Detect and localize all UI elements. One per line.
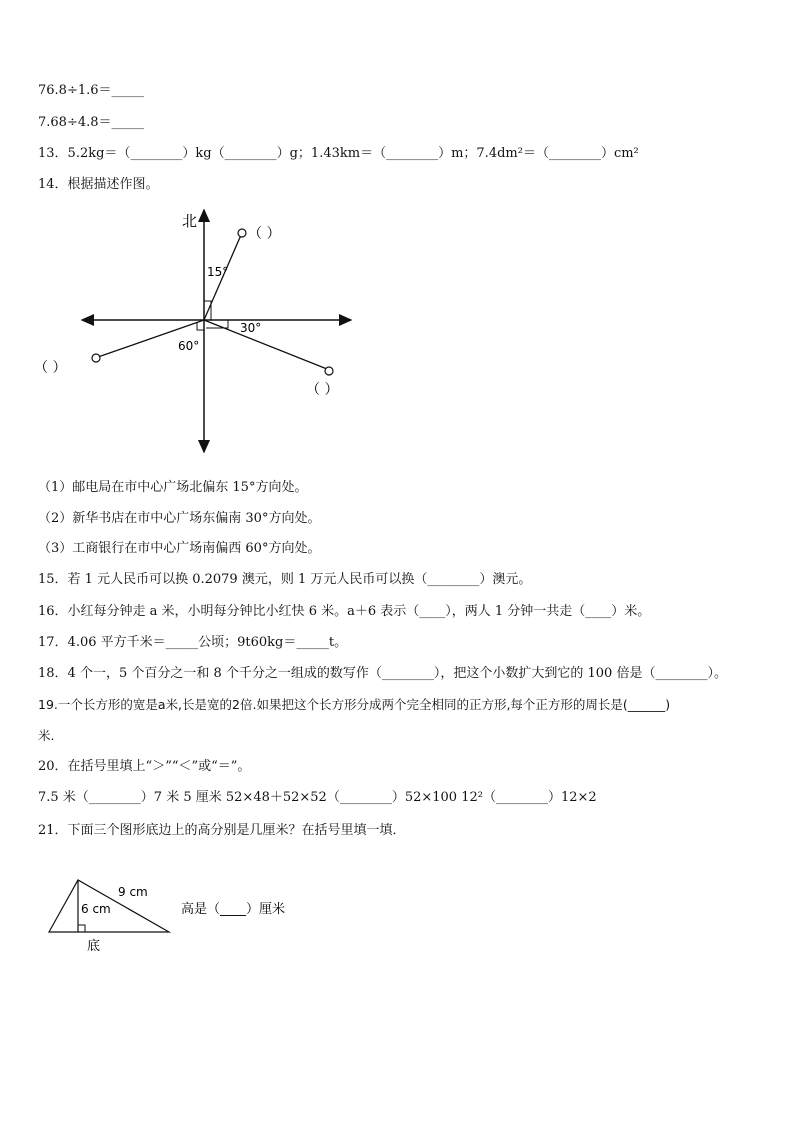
point-south-east (325, 367, 333, 375)
question-14-3: （3）工商银行在市中心广场南偏西 60°方向处。 (38, 541, 321, 556)
question-20-items: 7.5 米（________）7 米 5 厘米 52×48＋52×52（________）52×100 12²（________）12×2 (38, 790, 597, 805)
side-label: 9 cm (118, 885, 148, 899)
question-19-continued: 米. (38, 728, 55, 743)
question-14-2: （2）新华书店在市中心广场东偏南 30°方向处。 (38, 511, 321, 526)
right-angle-mark (78, 925, 85, 932)
triangle-figure (40, 870, 310, 960)
question-14: 14．根据描述作图。 (38, 177, 159, 192)
question-15: 15．若 1 元人民币可以换 0.2079 澳元，则 1 万元人民币可以换（________）澳元。 (38, 572, 532, 587)
question-19: 19.一个长方形的宽是a米,长是宽的2倍.如果把这个长方形分成两个完全相同的正方形,每个正方形的周长是(______) (38, 697, 671, 712)
angle-15-label: 15° (207, 265, 229, 279)
line-7.68: 7.68÷4.8＝_____ (38, 115, 145, 130)
line-76.8: 76.8÷1.6＝_____ (38, 83, 145, 98)
paren-south-west: （ ） (34, 360, 67, 376)
point-north-east (238, 229, 246, 237)
angle-30-mark (206, 320, 228, 328)
height-answer: 高是（____）厘米 (181, 902, 286, 917)
question-13: 13．5.2kg＝（________）kg（________）g；1.43km＝（________）m；7.4dm²＝（________）cm² (38, 146, 639, 161)
point-south-west (92, 354, 100, 362)
question-17: 17．4.06 平方千米＝_____公顷；9t60kg＝_____t。 (38, 635, 348, 650)
angle-30-label: 30° (240, 321, 262, 335)
question-14-1: （1）邮电局在市中心广场北偏东 15°方向处。 (38, 480, 308, 495)
paren-south-east: （ ） (306, 382, 339, 398)
north-label: 北 (182, 212, 198, 230)
question-20: 20．在括号里填上“＞”“＜”或“＝”。 (38, 759, 251, 774)
angle-60-label: 60° (178, 339, 200, 353)
compass-diagram (30, 200, 370, 460)
question-16: 16．小红每分钟走 a 米，小明每分钟比小红快 6 米。a＋6 表示（____），两人 1 分钟一共走（____）米。 (38, 604, 651, 619)
paren-north-east: （ ） (248, 226, 281, 242)
question-18: 18．4 个一，5 个百分之一和 8 个千分之一组成的数写作（________），把这个小数扩大到它的 100 倍是（________）。 (38, 666, 727, 681)
height-label: 6 cm (81, 902, 111, 916)
base-label: 底 (87, 939, 101, 954)
angle-60-mark (197, 322, 204, 330)
ray-south-east (204, 320, 327, 369)
question-21: 21．下面三个图形底边上的高分别是几厘米？在括号里填一填． (38, 823, 406, 838)
